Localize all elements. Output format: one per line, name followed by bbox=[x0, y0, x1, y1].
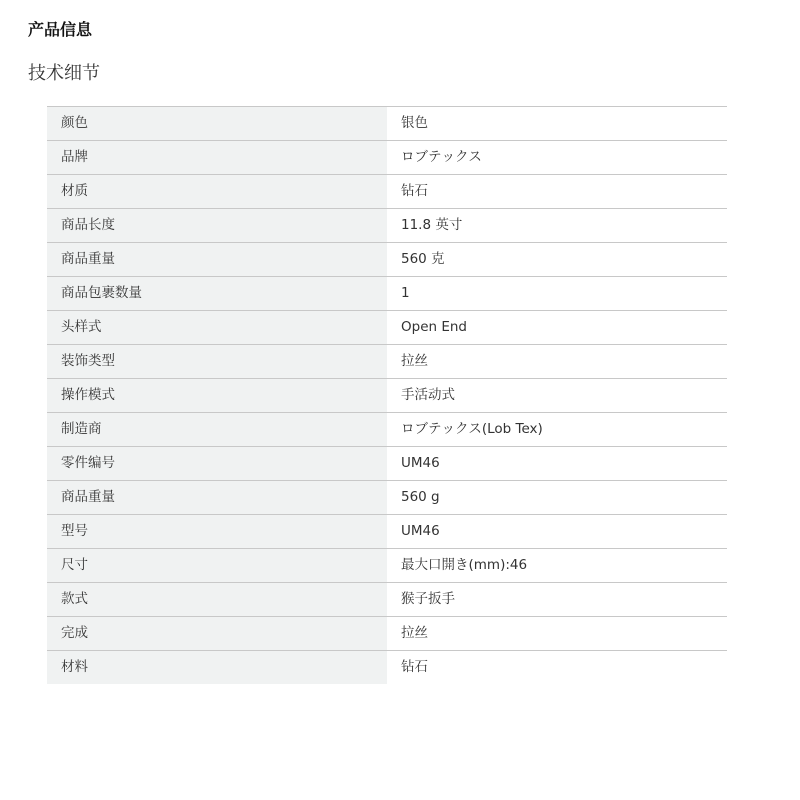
technical-details-table bbox=[47, 106, 727, 684]
spec-value: ロブテックス bbox=[387, 141, 727, 175]
spec-value: ロブテックス(Lob Tex) bbox=[387, 413, 727, 447]
spec-value: 钻石 bbox=[387, 651, 727, 685]
spec-row bbox=[47, 277, 727, 311]
spec-row bbox=[47, 107, 727, 141]
spec-row bbox=[47, 311, 727, 345]
spec-row bbox=[47, 481, 727, 515]
spec-label: 材料 bbox=[47, 651, 387, 685]
spec-value: 560 g bbox=[387, 481, 727, 515]
spec-label: 装饰类型 bbox=[47, 345, 387, 379]
spec-label: 商品重量 bbox=[47, 243, 387, 277]
spec-row bbox=[47, 515, 727, 549]
spec-label: 完成 bbox=[47, 617, 387, 651]
spec-value: UM46 bbox=[387, 515, 727, 549]
spec-value: 钻石 bbox=[387, 175, 727, 209]
spec-value: 1 bbox=[387, 277, 727, 311]
spec-label: 型号 bbox=[47, 515, 387, 549]
spec-value: Open End bbox=[387, 311, 727, 345]
spec-label: 颜色 bbox=[47, 107, 387, 141]
spec-label: 尺寸 bbox=[47, 549, 387, 583]
spec-row bbox=[47, 243, 727, 277]
spec-row bbox=[47, 447, 727, 481]
spec-row bbox=[47, 345, 727, 379]
spec-row bbox=[47, 651, 727, 685]
spec-row bbox=[47, 549, 727, 583]
spec-row bbox=[47, 617, 727, 651]
section-title: 产品信息 bbox=[28, 20, 93, 39]
spec-row bbox=[47, 583, 727, 617]
spec-label: 商品重量 bbox=[47, 481, 387, 515]
spec-row bbox=[47, 141, 727, 175]
spec-label: 品牌 bbox=[47, 141, 387, 175]
spec-label: 头样式 bbox=[47, 311, 387, 345]
spec-value: 猴子扳手 bbox=[387, 583, 727, 617]
spec-label: 操作模式 bbox=[47, 379, 387, 413]
spec-value: 最大口開き(mm):46 bbox=[387, 549, 727, 583]
spec-value: UM46 bbox=[387, 447, 727, 481]
spec-value: 拉丝 bbox=[387, 617, 727, 651]
spec-row bbox=[47, 209, 727, 243]
spec-table-body bbox=[47, 107, 727, 685]
spec-row bbox=[47, 175, 727, 209]
technical-details-title: 技术细节 bbox=[28, 63, 100, 84]
spec-value: 银色 bbox=[387, 107, 727, 141]
spec-label: 材质 bbox=[47, 175, 387, 209]
spec-value: 560 克 bbox=[387, 243, 727, 277]
spec-value: 11.8 英寸 bbox=[387, 209, 727, 243]
spec-value: 拉丝 bbox=[387, 345, 727, 379]
spec-label: 款式 bbox=[47, 583, 387, 617]
spec-row bbox=[47, 413, 727, 447]
spec-row bbox=[47, 379, 727, 413]
spec-label: 商品长度 bbox=[47, 209, 387, 243]
spec-label: 制造商 bbox=[47, 413, 387, 447]
spec-label: 商品包裹数量 bbox=[47, 277, 387, 311]
spec-label: 零件编号 bbox=[47, 447, 387, 481]
spec-value: 手活动式 bbox=[387, 379, 727, 413]
